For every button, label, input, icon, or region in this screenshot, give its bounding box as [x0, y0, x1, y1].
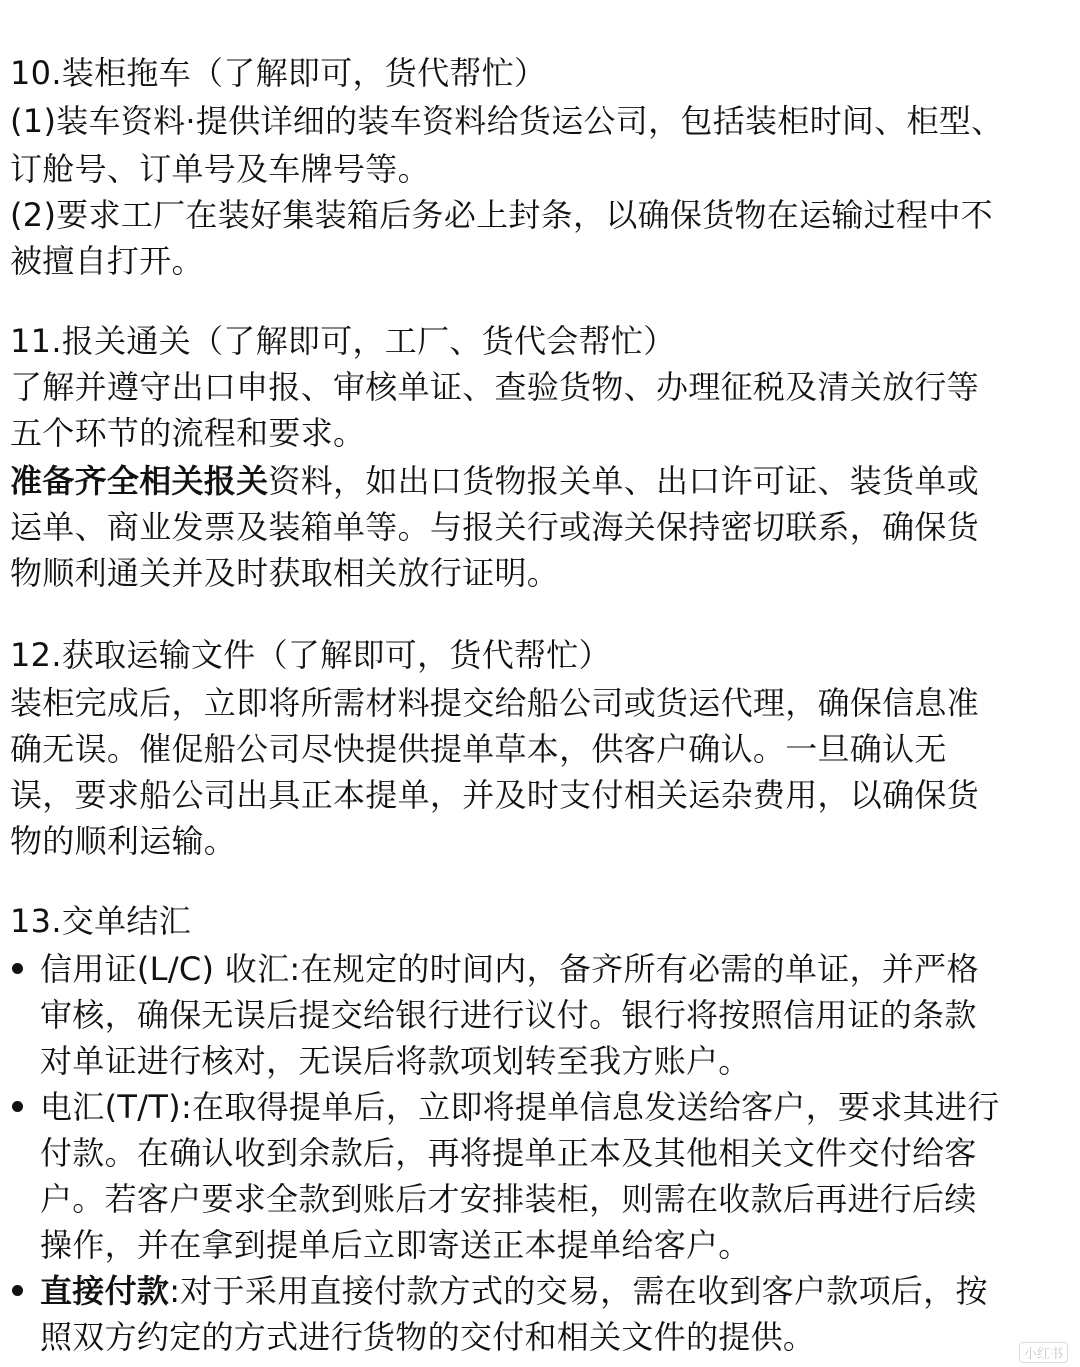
section-10-line-3: (2)要求工厂在装好集装箱后务必上封条，以确保货物在运输过程中不 [10, 196, 993, 234]
section-11-paragraph-2-rest: 资料，如出口货物报关单、出口许可证、装货单或 [268, 462, 980, 500]
section-10-line-1: (1)装车资料·提供详细的装车资料给货运公司，包括装柜时间、柜型、 [10, 102, 1004, 140]
bullet-1-line-3: 对单证进行核对，无误后将款项划转至我方账户。 [40, 1042, 751, 1080]
section-12-line-2: 确无误。催促船公司尽快提供提单草本，供客户确认。一旦确认无 [10, 730, 947, 768]
section-11-paragraph-2-line-3: 物顺利通关并及时获取相关放行证明。 [10, 554, 560, 592]
bullet-2-line-2: 付款。在确认收到余款后，再将提单正本及其他相关文件交付给客 [40, 1134, 977, 1172]
bullet-2-line-4: 操作，并在拿到提单后立即寄送正本提单给客户。 [40, 1226, 751, 1264]
bullet-dot [12, 963, 23, 974]
bullet-2-line-1: 电汇(T/T):在取得提单后，立即将提单信息发送给客户，要求其进行 [40, 1088, 1000, 1126]
bullet-dot [12, 1285, 23, 1296]
section-11-line-2: 五个环节的流程和要求。 [10, 414, 366, 452]
bullet-3-line-2: 照双方约定的方式进行货物的交付和相关文件的提供。 [40, 1318, 816, 1356]
bullet-3-emphasis: 直接付款 [40, 1272, 170, 1310]
section-11-line-1: 了解并遵守出口申报、审核单证、查验货物、办理征税及清关放行等 [10, 368, 980, 406]
section-12-line-1: 装柜完成后，立即将所需材料提交给船公司或货运代理，确保信息准 [10, 684, 980, 722]
bullet-3-line-1 [40, 1268, 988, 1314]
section-10-title: 10.装柜拖车（了解即可，货代帮忙） [10, 54, 547, 92]
bullet-3-first-rest: :对于采用直接付款方式的交易，需在收到客户款项后，按 [169, 1272, 988, 1310]
section-12-title: 12.获取运输文件（了解即可，货代帮忙） [10, 636, 611, 674]
section-11-title: 11.报关通关（了解即可，工厂、货代会帮忙） [10, 322, 676, 360]
bullet-1-line-2: 审核，确保无误后提交给银行进行议付。银行将按照信用证的条款 [40, 996, 977, 1034]
section-10-line-4: 被擅自打开。 [10, 242, 204, 280]
section-11-emphasis: 准备齐全相关报关 [10, 462, 269, 500]
section-12-line-3: 误，要求船公司出具正本提单，并及时支付相关运杂费用，以确保货 [10, 776, 980, 814]
section-11-paragraph-2-line-1 [10, 458, 979, 504]
section-13-title: 13.交单结汇 [10, 902, 191, 940]
bullet-2-line-3: 户。若客户要求全款到账后才安排装柜，则需在收款后再进行后续 [40, 1180, 977, 1218]
section-11-paragraph-2-line-2: 运单、商业发票及装箱单等。与报关行或海关保持密切联系，确保货 [10, 508, 980, 546]
bullet-1-line-1: 信用证(L/C) 收汇:在规定的时间内，备齐所有必需的单证，并严格 [40, 950, 979, 988]
watermark-badge: 小红书 [1019, 1342, 1068, 1363]
section-10-line-2: 订舱号、订单号及车牌号等。 [10, 150, 430, 188]
bullet-dot [12, 1101, 23, 1112]
section-12-line-4: 物的顺利运输。 [10, 822, 237, 860]
